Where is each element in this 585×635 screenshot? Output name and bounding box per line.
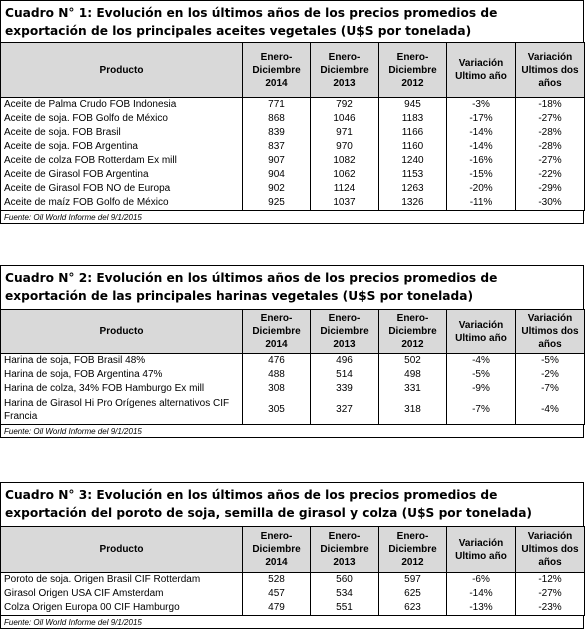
header-variacion-ultimo: Variación Ultimo año [447, 527, 516, 573]
cell-producto: Aceite de maíz FOB Golfo de México [1, 196, 243, 211]
cell-2013: 1046 [311, 112, 379, 126]
cell-2013: 514 [311, 368, 379, 382]
table-row [1, 98, 585, 113]
cell-var1: -15% [447, 168, 516, 182]
cell-producto: Aceite de soja. FOB Argentina [1, 140, 243, 154]
cell-2012: 1166 [379, 126, 447, 140]
cell-2014: 925 [243, 196, 311, 211]
cell-2012: 1263 [379, 182, 447, 196]
table-row [1, 382, 585, 396]
table-row [1, 587, 585, 601]
cell-2013: 971 [311, 126, 379, 140]
cell-2013: 560 [311, 573, 379, 588]
cell-2012: 498 [379, 368, 447, 382]
cell-2013: 1062 [311, 168, 379, 182]
header-row [1, 527, 585, 573]
header-variacion-dos: Variación Ultimos dos años [516, 43, 585, 98]
cell-2014: 839 [243, 126, 311, 140]
cell-2013: 496 [311, 354, 379, 369]
cell-producto: Aceite de colza FOB Rotterdam Ex mill [1, 154, 243, 168]
cell-producto: Harina de colza, 34% FOB Hamburgo Ex mill [1, 382, 243, 396]
cell-2014: 488 [243, 368, 311, 382]
table-row [1, 168, 585, 182]
cell-var1: -7% [447, 396, 516, 424]
cell-2012: 1153 [379, 168, 447, 182]
cell-var2: -2% [516, 368, 585, 382]
cell-producto: Aceite de Girasol FOB NO de Europa [1, 182, 243, 196]
cell-var2: -30% [516, 196, 585, 211]
cell-producto: Harina de soja, FOB Argentina 47% [1, 368, 243, 382]
cell-var2: -5% [516, 354, 585, 369]
table-row [1, 154, 585, 168]
cell-2014: 771 [243, 98, 311, 113]
cell-2014: 528 [243, 573, 311, 588]
table-title: Cuadro N° 3: Evolución en los últimos años de los precios promedios de exportación del poroto de soja, semilla de girasol y colza (U$S por tonelada) [0, 482, 584, 526]
cell-2013: 970 [311, 140, 379, 154]
table-block-3 [0, 482, 584, 629]
cell-var1: -11% [447, 196, 516, 211]
cell-2012: 318 [379, 396, 447, 424]
cell-2013: 534 [311, 587, 379, 601]
cell-var2: -22% [516, 168, 585, 182]
header-2012: Enero-Diciembre 2012 [379, 527, 447, 573]
cell-producto: Harina de Girasol Hi Pro Orígenes alternativos CIF Francia [1, 396, 243, 424]
cell-2013: 1082 [311, 154, 379, 168]
cell-var1: -16% [447, 154, 516, 168]
table-title: Cuadro N° 2: Evolución en los últimos años de los precios promedios de exportación de las principales harinas vegetales (U$S por tonelada) [0, 265, 584, 309]
header-variacion-ultimo: Variación Ultimo año [447, 310, 516, 354]
cell-var1: -13% [447, 601, 516, 616]
cell-var1: -3% [447, 98, 516, 113]
cell-2012: 945 [379, 98, 447, 113]
cell-producto: Aceite de soja. FOB Brasil [1, 126, 243, 140]
table-row [1, 354, 585, 369]
table-source: Fuente: Oil World Informe del 9/1/2015 [0, 211, 584, 224]
cell-var2: -28% [516, 126, 585, 140]
cell-2012: 597 [379, 573, 447, 588]
cell-2012: 1240 [379, 154, 447, 168]
header-producto: Producto [1, 310, 243, 354]
header-variacion-ultimo: Variación Ultimo año [447, 43, 516, 98]
cell-var2: -28% [516, 140, 585, 154]
cell-var2: -12% [516, 573, 585, 588]
cell-2012: 331 [379, 382, 447, 396]
cell-var1: -9% [447, 382, 516, 396]
header-2014: Enero-Diciembre 2014 [243, 527, 311, 573]
cell-var2: -4% [516, 396, 585, 424]
table-source: Fuente: Oil World Informe del 9/1/2015 [0, 616, 584, 629]
header-2013: Enero-Diciembre 2013 [311, 527, 379, 573]
header-variacion-dos: Variación Ultimos dos años [516, 527, 585, 573]
cell-2014: 305 [243, 396, 311, 424]
cell-2014: 476 [243, 354, 311, 369]
cell-var1: -14% [447, 587, 516, 601]
header-2014: Enero-Diciembre 2014 [243, 310, 311, 354]
cell-var1: -5% [447, 368, 516, 382]
header-2014: Enero-Diciembre 2014 [243, 43, 311, 98]
table-row [1, 601, 585, 616]
cell-2014: 479 [243, 601, 311, 616]
cell-2012: 502 [379, 354, 447, 369]
cell-2014: 902 [243, 182, 311, 196]
cell-var1: -6% [447, 573, 516, 588]
price-table [0, 526, 585, 616]
cell-2014: 457 [243, 587, 311, 601]
cell-2014: 308 [243, 382, 311, 396]
cell-var1: -14% [447, 126, 516, 140]
cell-var2: -29% [516, 182, 585, 196]
cell-producto: Girasol Origen USA CIF Amsterdam [1, 587, 243, 601]
cell-2014: 868 [243, 112, 311, 126]
cell-2014: 837 [243, 140, 311, 154]
cell-2012: 1326 [379, 196, 447, 211]
header-producto: Producto [1, 527, 243, 573]
cell-var1: -14% [447, 140, 516, 154]
cell-producto: Harina de soja, FOB Brasil 48% [1, 354, 243, 369]
cell-var2: -18% [516, 98, 585, 113]
table-block-1 [0, 0, 584, 224]
cell-var2: -7% [516, 382, 585, 396]
cell-2014: 907 [243, 154, 311, 168]
cell-var1: -17% [447, 112, 516, 126]
header-row [1, 310, 585, 354]
header-producto: Producto [1, 43, 243, 98]
cell-2013: 792 [311, 98, 379, 113]
cell-2014: 904 [243, 168, 311, 182]
cell-2013: 339 [311, 382, 379, 396]
cell-2013: 1037 [311, 196, 379, 211]
cell-2012: 1160 [379, 140, 447, 154]
cell-2013: 551 [311, 601, 379, 616]
price-table [0, 42, 585, 211]
cell-var2: -23% [516, 601, 585, 616]
cell-var2: -27% [516, 112, 585, 126]
cell-2013: 327 [311, 396, 379, 424]
cell-2012: 625 [379, 587, 447, 601]
cell-var2: -27% [516, 154, 585, 168]
cell-2012: 1183 [379, 112, 447, 126]
table-row [1, 140, 585, 154]
cell-producto: Aceite de Palma Crudo FOB Indonesia [1, 98, 243, 113]
table-row [1, 368, 585, 382]
price-table [0, 309, 585, 425]
header-2012: Enero-Diciembre 2012 [379, 310, 447, 354]
cell-var1: -20% [447, 182, 516, 196]
cell-var2: -27% [516, 587, 585, 601]
cell-producto: Colza Origen Europa 00 CIF Hamburgo [1, 601, 243, 616]
cell-var1: -4% [447, 354, 516, 369]
header-row [1, 43, 585, 98]
cell-2012: 623 [379, 601, 447, 616]
header-2013: Enero-Diciembre 2013 [311, 43, 379, 98]
cell-2013: 1124 [311, 182, 379, 196]
table-row [1, 126, 585, 140]
table-block-2 [0, 265, 584, 438]
table-source: Fuente: Oil World Informe del 9/1/2015 [0, 425, 584, 438]
table-title: Cuadro N° 1: Evolución en los últimos años de los precios promedios de exportación de los principales aceites vegetales (U$S por tonelada) [0, 0, 584, 42]
table-row [1, 112, 585, 126]
cell-producto: Poroto de soja. Origen Brasil CIF Rotterdam [1, 573, 243, 588]
header-variacion-dos: Variación Ultimos dos años [516, 310, 585, 354]
header-2012: Enero-Diciembre 2012 [379, 43, 447, 98]
cell-producto: Aceite de Girasol FOB Argentina [1, 168, 243, 182]
table-row [1, 573, 585, 588]
table-row [1, 196, 585, 211]
cell-producto: Aceite de soja. FOB Golfo de México [1, 112, 243, 126]
table-row [1, 396, 585, 424]
table-row [1, 182, 585, 196]
header-2013: Enero-Diciembre 2013 [311, 310, 379, 354]
